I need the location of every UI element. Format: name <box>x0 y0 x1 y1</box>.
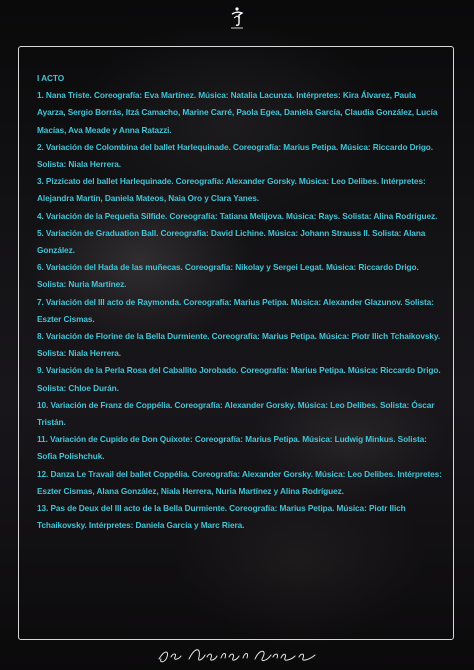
program-item-3: 3. Pizzicato del ballet Harlequinade. Coreografía: Alexander Gorsky. Música: Leo Delibes. Intérpretes: Alejandra Martín, Daniela Mateos, Naia Oro y Clara Yanes. <box>37 176 426 204</box>
program-item-9: 9. Variación de la Perla Rosa del Caballito Jorobado. Coreografía: Marius Petipa. Música: Riccardo Drigo. Solista: Chloe Durán. <box>37 365 441 393</box>
program-item-13: 13. Pas de Deux del III acto de la Bella Durmiente. Coreografía: Marius Petipa. Música: Piotr Ilich Tchaikovsky. Intérpretes: Daniela García y Marc Riera. <box>37 503 406 531</box>
program-item-12: 12. Danza Le Travail del ballet Coppélia. Coreografía: Alexander Gorsky. Música: Leo Delibes. Intérpretes: Eszter Cismas, Alana González, Niala Herrera, Nuria Martínez y Alina Rodríguez. <box>37 468 442 496</box>
program-item-7: 7. Variación del III acto de Raymonda. Coreografía: Marius Petipa. Música: Alexander Glazunov. Solista: Eszter Cismas. <box>37 296 434 324</box>
program-item-2: 2. Variación de Colombina del ballet Harlequinade. Coreografía: Marius Petipa. Música: Riccardo Drigo. Solista: Niala Herrera. <box>37 141 433 170</box>
section-title: I ACTO <box>37 73 65 83</box>
program-item-1: 1. Nana Triste. Coreografía: Eva Martínez. Música: Natalia Lacunza. Intérpretes: Kira Álvarez, Paula Ayarza, Sergio Borrás, Itzá Camacho, Marine Carré, Paola Egea, Daniela García, Claudia González, Lucía Macías, Ava Meade y Anna Ratazzi. <box>37 90 438 135</box>
program-item-8: 8. Variación de Florine de la Bella Durmiente. Coreografía: Marius Petipa. Música: Piotr Ilich Tchaikovsky. Solista: Niala Herrera. <box>37 331 441 359</box>
program-list <box>37 70 443 534</box>
signature <box>155 643 325 667</box>
school-logo <box>228 6 246 30</box>
program-item-11: 11. Variación de Cupido de Don Quixote: Coreografía: Marius Petipa. Música: Ludwig Minkus. Solista: Sofia Polishchuk. <box>37 434 427 462</box>
program-item-5: 5. Variación de Graduation Ball. Coreografía: David Lichine. Música: Johann Strauss II. Solista: Alana González. <box>37 227 426 256</box>
program-item-4: 4. Variación de la Pequeña Sílfide. Coreografía: Tatiana Melijova. Música: Rays. Solista: Alina Rodríguez. <box>37 210 438 221</box>
program-item-6: 6. Variación del Hada de las muñecas. Coreografía: Nikolay y Sergei Legat. Música: Riccardo Drigo. Solista: Nuria Martínez. <box>37 262 419 290</box>
program-item-10: 10. Variación de Franz de Coppélia. Coreografía: Alexander Gorsky. Música: Leo Delibes. Solista: Óscar Tristán. <box>37 399 435 428</box>
